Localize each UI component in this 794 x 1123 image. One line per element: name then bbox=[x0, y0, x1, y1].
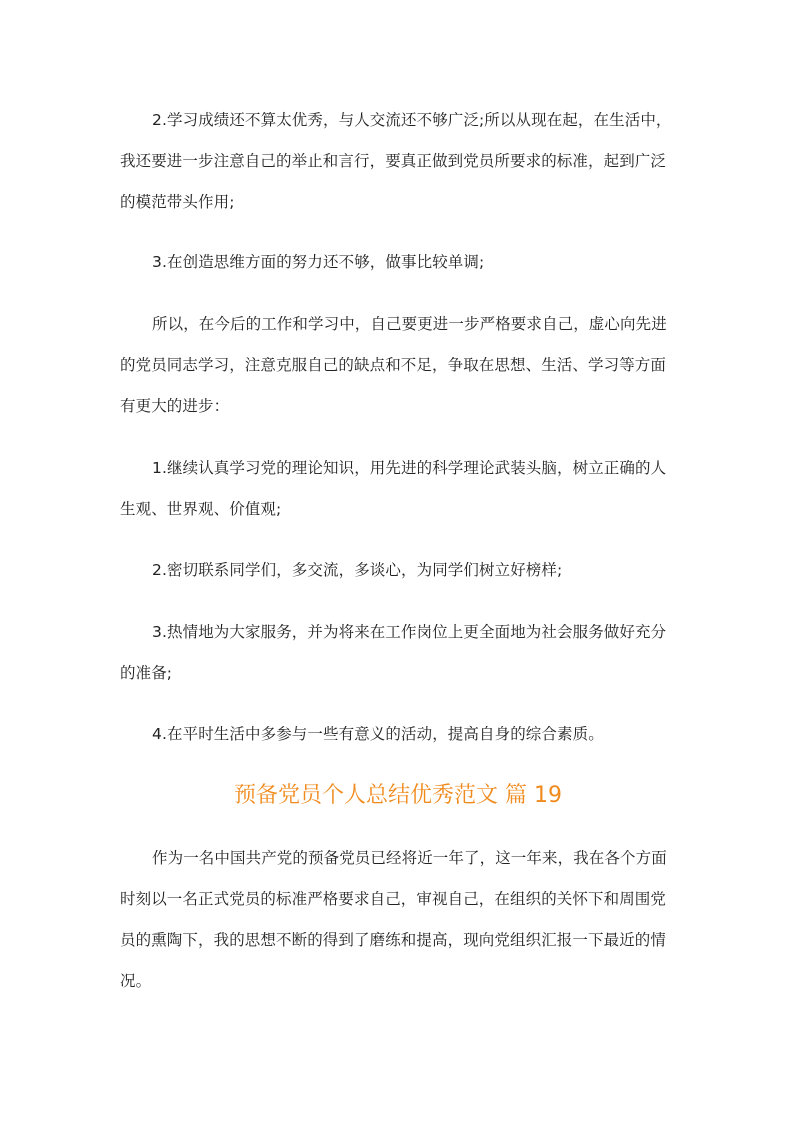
paragraph-section-19-intro: 作为一名中国共产党的预备党员已经将近一年了，这一年来，我在各个方面时刻以一名正式党员的标准严格要求自己，审视自己，在组织的关怀下和周围党员的熏陶下，我的思想不断的得到了磨练和提高，现向党组织汇报一下最近的情况。 bbox=[120, 849, 667, 990]
paragraph-future-plan-intro: 所以，在今后的工作和学习中，自己要更进一步严格要求自己，虚心向先进的党员同志学习，注意克服自己的缺点和不足，争取在思想、生活、学习等方面有更大的进步： bbox=[120, 315, 667, 415]
paragraph-plan-item-1: 1.继续认真学习党的理论知识，用先进的科学理论武装头脑，树立正确的人生观、世界观、价值观; bbox=[120, 459, 667, 518]
section-heading: 预备党员个人总结优秀范文 篇 19 bbox=[234, 783, 562, 808]
paragraph-plan-item-3: 3.热情地为大家服务，并为将来在工作岗位上更全面地为社会服务做好充分的准备; bbox=[120, 623, 667, 682]
paragraph-point-3-creative-thinking: 3.在创造思维方面的努力还不够，做事比较单调; bbox=[152, 253, 485, 271]
paragraph-plan-item-2: 2.密切联系同学们，多交流，多谈心，为同学们树立好榜样; bbox=[152, 561, 563, 579]
paragraph-plan-item-4: 4.在平时生活中多参与一些有意义的活动，提高自身的综合素质。 bbox=[152, 725, 604, 743]
paragraph-point-2-communication: 2.学习成绩还不算太优秀，与人交流还不够广泛;所以从现在起，在生活中，我还要进一步注意自己的举止和言行，要真正做到党员所要求的标准，起到广泛的模范带头作用; bbox=[120, 111, 672, 211]
